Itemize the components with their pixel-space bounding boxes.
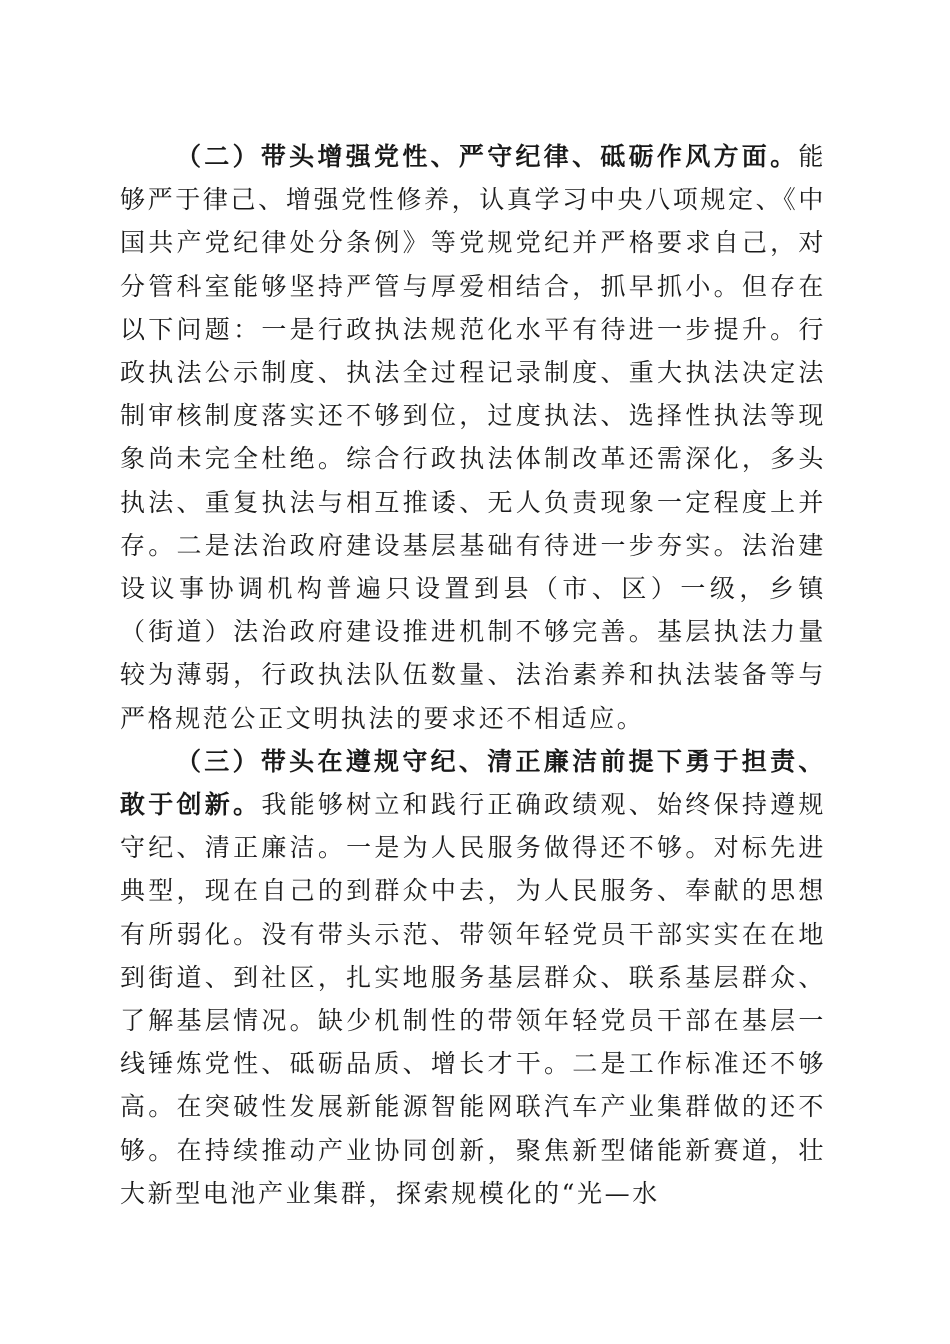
section-two-body: 能够严于律己、增强党性修养，认真学习中央八项规定、《中国共产党纪律处分条例》等党规党纪并严格要求自己，对分管科室能够坚持严管与厚爱相结合，抓早抓小。但存在以下问题：一是行政执法规范化水平有待进一步提升。行政执法公示制度、执法全过程记录制度、重大执法决定法制审核制度落实还不够到位，过度执法、选择性执法等现象尚未完全杜绝。综合行政执法体制改革还需深化，多头执法、重复执法与相互推诿、无人负责现象一定程度上并存。二是法治政府建设基层基础有待进一步夯实。法治建设议事协调机构普遍只设置到县（市、区）一级，乡镇（街道）法治政府建设推进机制不够完善。基层执法力量较为薄弱，行政执法队伍数量、法治素养和执法装备等与严格规范公正文明执法的要求还不相适应。: [120, 142, 826, 733]
section-two-heading: （二）带头增强党性、严守纪律、砥砺作风方面。: [176, 142, 799, 171]
paragraph-section-two: [120, 135, 826, 740]
section-three-heading: （三）带头在遵规守纪、清正廉洁前提下勇于担责、敢于创新。: [120, 746, 826, 820]
document-body: [120, 135, 826, 1215]
paragraph-section-three: [120, 740, 826, 1215]
section-three-body: 我能够树立和践行正确政绩观、始终保持遵规守纪、清正廉洁。一是为人民服务做得还不够。对标先进典型，现在自己的到群众中去，为人民服务、奉献的思想有所弱化。没有带头示范、带领年轻党员干部实实在在地到街道、到社区，扎实地服务基层群众、联系基层群众、了解基层情况。缺少机制性的带领年轻党员干部在基层一线锤炼党性、砥砺品质、增长才干。二是工作标准还不够高。在突破性发展新能源智能网联汽车产业集群做的还不够。在持续推动产业协同创新，聚焦新型储能新赛道，壮大新型电池产业集群，探索规模化的“光—水: [120, 790, 826, 1208]
